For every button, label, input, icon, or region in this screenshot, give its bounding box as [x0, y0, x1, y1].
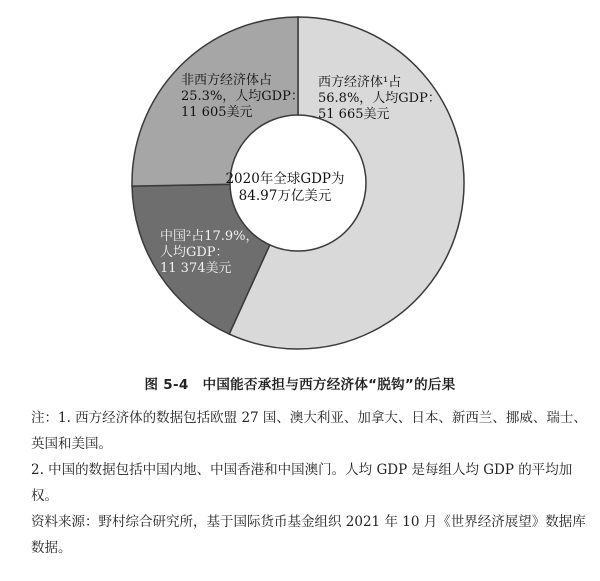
figure-notes [31, 405, 591, 561]
slice-label-china [160, 229, 259, 277]
slice-label-western-line2: 56.8%，人均GDP： [318, 91, 441, 106]
note-china-definition: 2. 中国的数据包括中国内地、中国香港和中国澳门。人均 GDP 是每组人均 GDP 的平均加权。 [31, 462, 573, 504]
slice-label-western-line1: 西方经济体¹占 [318, 75, 402, 90]
slice-label-western [318, 75, 441, 123]
figure-number: 图 5-4 [144, 377, 189, 393]
slice-label-china-line3: 11 374美元 [160, 261, 232, 276]
figure-caption [0, 373, 600, 393]
donut-center-label [205, 171, 365, 205]
slice-label-non-western-line3: 11 605美元 [181, 105, 253, 120]
figure-title: 中国能否承担与西方经济体“脱钩”的后果 [202, 377, 456, 393]
slice-label-non-western [181, 73, 304, 121]
note-data-source: 资料来源：野村综合研究所，基于国际货币基金组织 2021 年 10 月《世界经济展望》数据库数据。 [31, 514, 586, 556]
slice-label-china-line1: 中国²占17.9%， [160, 229, 259, 244]
slice-label-china-line2: 人均GDP： [160, 245, 229, 260]
slice-label-western-line3: 51 665美元 [318, 107, 390, 122]
slice-label-non-western-line2: 25.3%，人均GDP： [181, 89, 304, 104]
slice-label-non-western-line1: 非西方经济体占 [181, 73, 273, 88]
note-western-definition: 注：1. 西方经济体的数据包括欧盟 27 国、澳大利亚、加拿大、日本、新西兰、挪威、瑞士、英国和美国。 [31, 410, 587, 452]
center-label-line1: 2020年全球GDP为 [225, 171, 345, 187]
center-label-line2: 84.97万亿美元 [238, 188, 332, 204]
